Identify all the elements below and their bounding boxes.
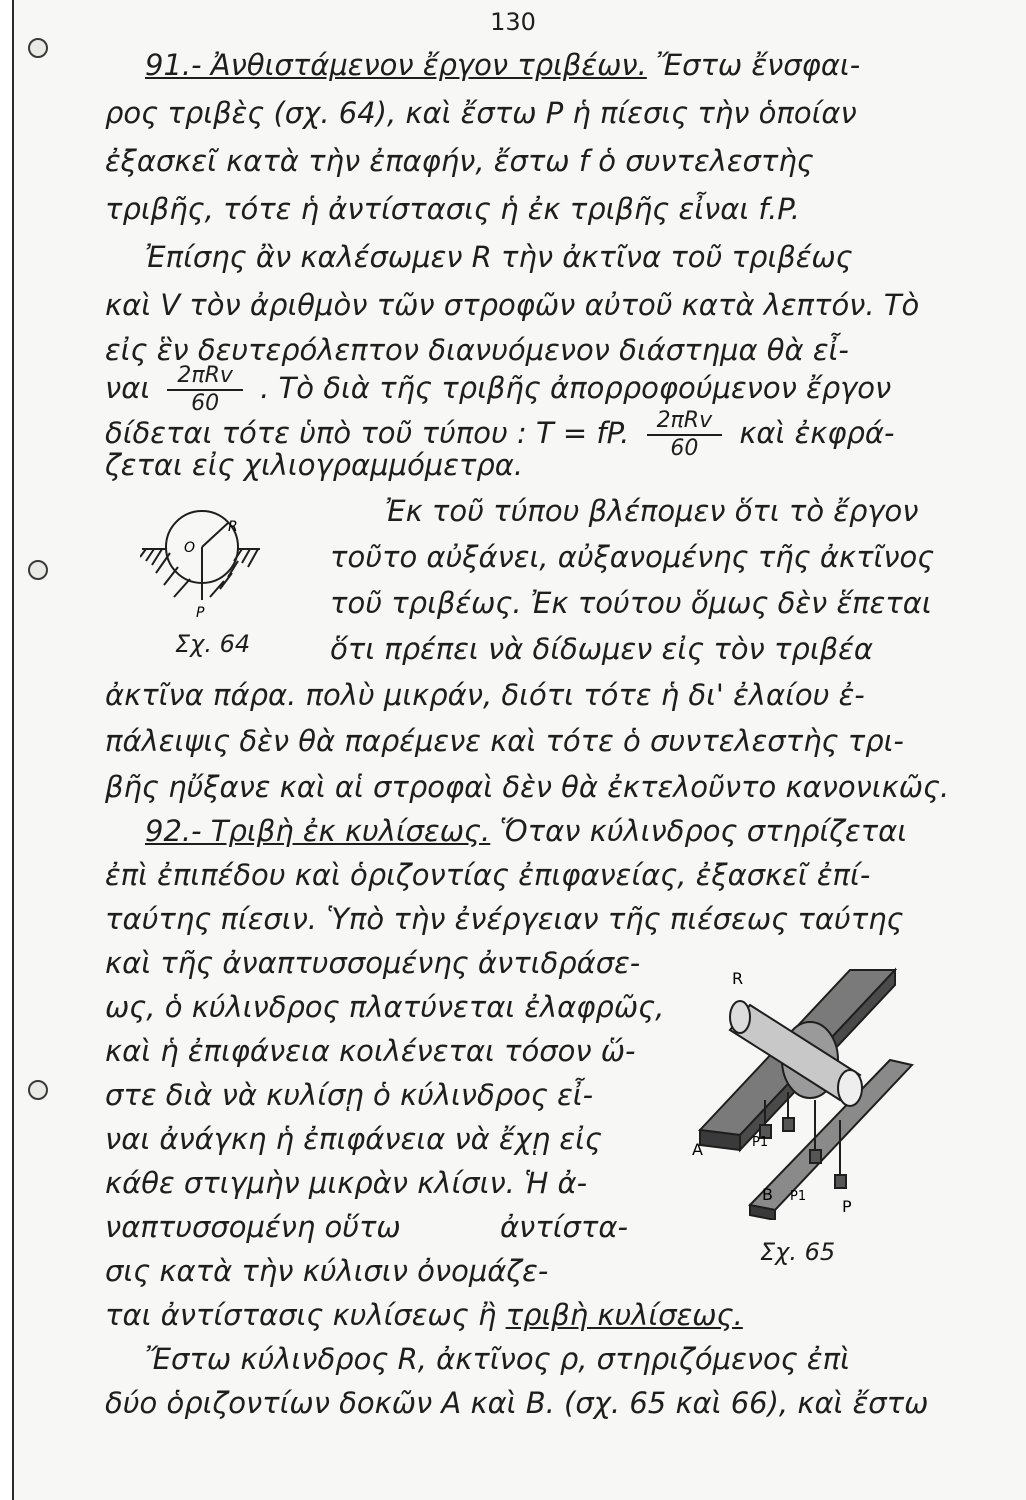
- figure-65-caption: Σχ. 65: [760, 1238, 836, 1266]
- text-line: βῆς ηὔξανε καὶ αἱ στροφαὶ δὲν θὰ ἐκτελοῦντο κανονικῶς.: [105, 770, 950, 804]
- text-line: καὶ V τὸν ἀριθμὸν τῶν στροφῶν αὐτοῦ κατὰ λεπτόν. Τὸ: [105, 288, 920, 322]
- text-line: ἐπὶ ἐπιπέδου καὶ ὁριζοντίας ἐπιφανείας, ἐξασκεῖ ἐπί-: [105, 858, 871, 892]
- formula-line: ναι $\frac{\text{2πRv}}{60}$ . Τὸ διὰ τῆς τριβῆς ἀπορροφούμενον ἔργον: [105, 363, 892, 416]
- fraction: $\frac{\text{2πRv}}{60}$: [167, 363, 243, 417]
- fraction: $\frac{\text{2πRv}}{60}$: [647, 408, 723, 462]
- fig65-label-b: B: [762, 1185, 773, 1204]
- text-line: τοῦτο αὐξάνει, αὐξανομένης τῆς ἀκτῖνος: [330, 540, 935, 574]
- section-92-line-1: 92.- Τριβὴ ἐκ κυλίσεως. Ὅταν κύλινδρος στηρίζεται: [145, 814, 908, 848]
- text-line: ἐξασκεῖ κατὰ τὴν ἐπαφήν, ἔστω f ὁ συντελεστὴς: [105, 144, 814, 178]
- figure-64-caption: Σχ. 64: [175, 630, 251, 658]
- text-line: ὅτι πρέπει νὰ δίδωμεν εἰς τὸν τριβέα: [330, 632, 873, 666]
- text-line: ναι ἀνάγκη ἡ ἐπιφάνεια νὰ ἔχῃ εἰς: [105, 1122, 602, 1156]
- text-line: καὶ ἡ ἐπιφάνεια κοιλένεται τόσον ὥ-: [105, 1034, 636, 1068]
- fig65-label-p: P: [842, 1197, 852, 1216]
- page-number: 130: [490, 8, 536, 36]
- text-line: εἰς ἓν δευτερόλεπτον διανυόμενον διάστημα θὰ εἶ-: [105, 333, 849, 367]
- figure-65: [690, 950, 920, 1220]
- punch-hole: [28, 560, 48, 580]
- text-line: ρος τριβὲς (σχ. 64), καὶ ἔστω P ἡ πίεσις τὴν ὁποίαν: [105, 96, 857, 130]
- fig64-label-r: R: [228, 519, 238, 535]
- text-line: πάλειψις δὲν θὰ παρέμενε καὶ τότε ὁ συντελεστὴς τρι-: [105, 724, 904, 758]
- text-line: Ἐκ τοῦ τύπου βλέπομεν ὅτι τὸ ἔργον: [385, 494, 919, 528]
- text-line: σις κατὰ τὴν κύλισιν ὀνομάζε-: [105, 1254, 549, 1288]
- fig65-label-p1-lower: P1: [790, 1189, 807, 1204]
- text-line: κάθε στιγμὴν μικρὰν κλίσιν. Ἡ ἀ-: [105, 1166, 588, 1200]
- fig64-label-o: O: [184, 540, 196, 556]
- punch-hole: [28, 1080, 48, 1100]
- text-line: στε διὰ νὰ κυλίσῃ ὁ κύλινδρος εἶ-: [105, 1078, 594, 1112]
- text-line: ναπτυσσομένη οὕτω ἀντίστα-: [105, 1210, 628, 1244]
- rolling-friction-term: τριβὴ κυλίσεως.: [505, 1298, 743, 1332]
- text-line: ταύτης πίεσιν. Ὑπὸ τὴν ἐνέργειαν τῆς πιέσεως ταύτης: [105, 902, 904, 936]
- text-line: τριβῆς, τότε ἡ ἀντίστασις ἡ ἐκ τριβῆς εἶναι f.P.: [105, 192, 801, 226]
- text-line: ως, ὁ κύλινδρος πλατύνεται ἐλαφρῶς,: [105, 990, 665, 1024]
- fig65-label-r: R: [732, 969, 744, 988]
- punch-hole: [28, 38, 48, 58]
- text-line: ζεται εἰς χιλιογραμμόμετρα.: [105, 448, 524, 482]
- fig65-label-p1: P1: [752, 1135, 769, 1150]
- text-line: ἀκτῖνα πάρα. πολὺ μικράν, διότι τότε ἡ δι' ἐλαίου ἐ-: [105, 678, 865, 712]
- fig64-label-p: P: [196, 605, 205, 621]
- formula-line: δίδεται τότε ὑπὸ τοῦ τύπου : T = fP. $\frac{\text{2πRv}}{60}$ καὶ ἐκφρά-: [105, 408, 895, 461]
- text-line: Ἐπίσης ἂν καλέσωμεν R τὴν ἀκτῖνα τοῦ τριβέως: [145, 240, 853, 274]
- section-91-line-1: 91.- Ἀνθιστάμενον ἔργον τριβέων. Ἔστω ἔνσφαι-: [145, 48, 861, 82]
- section-92-heading: 92.- Τριβὴ ἐκ κυλίσεως.: [145, 814, 491, 848]
- text-line: καὶ τῆς ἀναπτυσσομένης ἀντιδράσε-: [105, 946, 641, 980]
- text-line: τοῦ τριβέως. Ἐκ τούτου ὅμως δὲν ἕπεται: [330, 586, 932, 620]
- figure-64: [140, 505, 270, 635]
- text-line: ται ἀντίστασις κυλίσεως ἢ τριβὴ κυλίσεως.: [105, 1298, 743, 1332]
- section-91-heading: 91.- Ἀνθιστάμενον ἔργον τριβέων.: [145, 48, 647, 82]
- text-line: δύο ὁριζοντίων δοκῶν A καὶ B. (σχ. 65 καὶ 66), καὶ ἔστω: [105, 1386, 929, 1420]
- text-line: Ἔστω κύλινδρος R, ἀκτῖνος ρ, στηριζόμενος ἐπὶ: [145, 1342, 850, 1376]
- fig65-label-a: A: [692, 1140, 703, 1159]
